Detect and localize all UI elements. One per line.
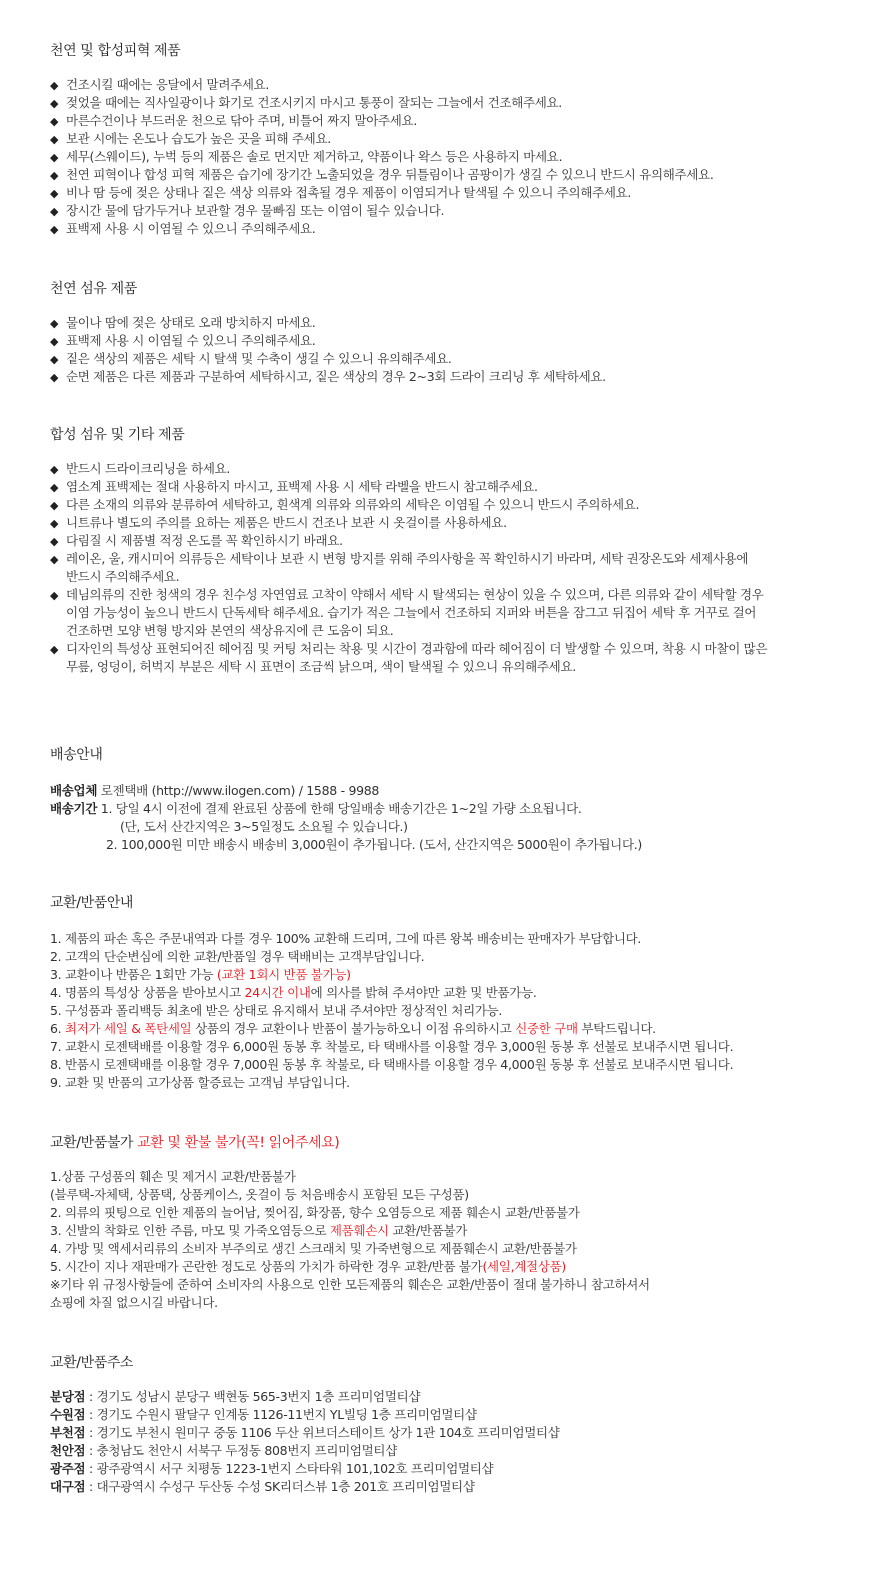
list-item: ◆ 염소계 표백제는 절대 사용하지 마시고, 표백제 사용 시 세탁 라벨을 반드시 참고해주세요. [50,478,538,497]
no-exchange-line: 3. 신발의 착화로 인한 주름, 마모 및 가죽오염등으로 제품훼손시 교환/반품불가 [50,1223,468,1238]
exchange-line: 7. 교환시 로젠택배를 이용할 경우 6,000원 동봉 후 착불로, 타 택배사를 이용할 경우 3,000원 동봉 후 선불로 보내주시면 됩니다. [50,1039,734,1054]
exchange-line: 5. 구성품과 폴리백등 최초에 받은 상태로 유지해서 보내 주셔야만 정상적인 처리가능. [50,1003,503,1018]
list-item-continuation: 반드시 주의해주세요. [66,569,180,584]
no-exchange-line: ※기타 위 규정사항들에 준하여 소비자의 사용으로 인한 모든제품의 훼손은 교환/반품이 절대 불가하니 참고하셔서 [50,1277,650,1292]
diamond-bullet-icon: ◆ [50,205,59,218]
highlight-text: 24시간 이내 [244,985,311,1000]
delivery-company-label: 배송업체 [50,783,98,798]
list-item: ◆ 니트류나 별도의 주의를 요하는 제품은 반드시 건조나 보관 시 옷걸이를 사용하세요. [50,514,507,533]
section-title-no-exchange: 교환/반품불가 교환 및 환불 불가(꼭! 읽어주세요) [50,1135,340,1151]
list-item-continuation: 이염 가능성이 높으니 반드시 단독세탁 해주세요. 습기가 적은 그늘에서 건조하되 지퍼와 버튼을 잠그고 뒤집어 세탁 후 거꾸로 걸어 [66,605,757,620]
diamond-bullet-icon: ◆ [50,499,59,512]
list-item: ◆ 레이온, 울, 캐시미어 의류등은 세탁이나 보관 시 변형 방지를 위해 주의사항을 꼭 확인하시기 바라며, 세탁 권장온도와 세제사용에 [50,550,748,569]
section-title-natural-fiber: 천연 섬유 제품 [50,281,137,297]
section-title-leather: 천연 및 합성피혁 제품 [50,43,181,59]
address-row: 천안점 : 충청남도 천안시 서북구 두정동 808번지 프리미엄멀티샵 [50,1443,397,1458]
diamond-bullet-icon: ◆ [50,317,59,330]
diamond-bullet-icon: ◆ [50,643,59,656]
address-row: 수원점 : 경기도 수원시 팔달구 인계동 1126-11번지 YL빌딩 1층 프리미엄멀티샵 [50,1407,477,1422]
diamond-bullet-icon: ◆ [50,553,59,566]
section-title-address: 교환/반품주소 [50,1355,134,1371]
highlight-text: (교환 1회시 반품 불가능) [216,967,351,982]
delivery-period-2: 2. 100,000원 미만 배송시 배송비 3,000원이 추가됩니다. (도서, 산간지역은 5000원이 추가됩니다.) [106,837,642,852]
diamond-bullet-icon: ◆ [50,517,59,530]
branch-label: 분당점 [50,1389,86,1404]
no-exchange-line: 4. 가방 및 액세서리류의 소비자 부주의로 생긴 스크래치 및 가죽변형으로 제품훼손시 교환/반품불가 [50,1241,577,1256]
delivery-period-label: 배송기간 [50,801,98,816]
diamond-bullet-icon: ◆ [50,151,59,164]
branch-label: 광주점 [50,1461,86,1476]
list-item: ◆ 디자인의 특성상 표현되어진 헤어짐 및 커팅 처리는 착용 및 시간이 경과함에 따라 헤어짐이 더 발생할 수 있으며, 착용 시 마찰이 많은 [50,640,767,659]
delivery-period-1b: (단, 도서 산간지역은 3~5일정도 소요될 수 있습니다.) [120,819,408,834]
list-item: ◆ 천연 피혁이나 합성 피혁 제품은 습기에 장기간 노출되었을 경우 뒤틀림이나 곰팡이가 생길 수 있으니 반드시 유의해주세요. [50,166,714,185]
diamond-bullet-icon: ◆ [50,133,59,146]
exchange-line: 9. 교환 및 반품의 고가상품 할증료는 고객님 부담입니다. [50,1075,350,1090]
branch-label: 부천점 [50,1425,86,1440]
highlight-text: 교환 및 환불 불가(꼭! 읽어주세요) [137,1135,340,1151]
list-item: ◆ 데님의류의 진한 청색의 경우 친수성 자연염료 고착이 약해서 세탁 시 탈색되는 현상이 있을 수 있으며, 다른 의류와 같이 세탁할 경우 [50,586,764,605]
delivery-period [50,800,582,818]
no-exchange-line: 1.상품 구성품의 훼손 및 제거시 교환/반품불가 [50,1169,296,1184]
exchange-line: 8. 반품시 로젠택배를 이용할 경우 7,000원 동봉 후 착불로, 타 택배사를 이용할 경우 4,000원 동봉 후 선불로 보내주시면 됩니다. [50,1057,734,1072]
exchange-line: 1. 제품의 파손 혹은 주문내역과 다를 경우 100% 교환해 드리며, 그에 따른 왕복 배송비는 판매자가 부담합니다. [50,931,642,946]
diamond-bullet-icon: ◆ [50,371,59,384]
delivery-period-1: 1. 당일 4시 이전에 결제 완료된 상품에 한해 당일배송 배송기간은 1~2일 가량 소요됩니다. [100,801,582,816]
diamond-bullet-icon: ◆ [50,187,59,200]
highlight-text: 신중한 구매 [515,1021,578,1036]
list-item-continuation: 무릎, 엉덩이, 허벅지 부분은 세탁 시 표면이 조금씩 낡으며, 색이 탈색될 수 있으니 유의해주세요. [66,659,576,674]
diamond-bullet-icon: ◆ [50,79,59,92]
list-item: ◆ 물이나 땀에 젖은 상태로 오래 방치하지 마세요. [50,314,315,333]
list-item: ◆ 다림질 시 제품별 적정 온도를 꼭 확인하시기 바래요. [50,532,343,551]
no-exchange-line: 쇼핑에 차질 없으시길 바랍니다. [50,1295,218,1310]
list-item: ◆ 짙은 색상의 제품은 세탁 시 탈색 및 수축이 생길 수 있으니 유의해주세요. [50,350,452,369]
list-item: ◆ 젖었을 때에는 직사일광이나 화기로 건조시키지 마시고 통풍이 잘되는 그늘에서 건조해주세요. [50,94,562,113]
list-item: ◆ 건조시킬 때에는 응달에서 말려주세요. [50,76,269,95]
no-exchange-line: 5. 시간이 지나 재판매가 곤란한 정도로 상품의 가치가 하락한 경우 교환/반품 불가(세일,계절상품) [50,1259,566,1274]
list-item-continuation: 건조하면 모양 변형 방지와 본연의 색상유지에 큰 도움이 되요. [66,623,394,638]
diamond-bullet-icon: ◆ [50,535,59,548]
diamond-bullet-icon: ◆ [50,481,59,494]
list-item: ◆ 표백제 사용 시 이염될 수 있으니 주의해주세요. [50,332,315,351]
diamond-bullet-icon: ◆ [50,115,59,128]
diamond-bullet-icon: ◆ [50,169,59,182]
list-item: ◆ 반드시 드라이크리닝을 하세요. [50,460,230,479]
exchange-line: 3. 교환이나 반품은 1회만 가능 (교환 1회시 반품 불가능) [50,967,351,982]
address-row: 부천점 : 경기도 부천시 원미구 중동 1106 두산 위브더스테이트 상가 1관 104호 프리미엄멀티샵 [50,1425,560,1440]
diamond-bullet-icon: ◆ [50,223,59,236]
exchange-line: 4. 명품의 특성상 상품을 받아보시고 24시간 이내에 의사를 밝혀 주셔야만 교환 및 반품가능. [50,985,537,1000]
address-row: 광주점 : 광주광역시 서구 치평동 1223-1번지 스타타워 101,102호 프리미엄멀티샵 [50,1461,494,1476]
section-title-exchange: 교환/반품안내 [50,895,134,911]
list-item: ◆ 장시간 물에 담가두거나 보관할 경우 물빠짐 또는 이염이 될수 있습니다. [50,202,444,221]
exchange-line: 6. 최저가 세일 & 폭탄세일 상품의 경우 교환이나 반품이 불가능하오니 이점 유의하시고 신중한 구매 부탁드립니다. [50,1021,656,1036]
highlight-text: 최저가 세일 & 폭탄세일 [65,1021,192,1036]
section-title-synthetic: 합성 섬유 및 기타 제품 [50,427,185,443]
address-row: 대구점 : 대구광역시 수성구 두산동 수성 SK리더스뷰 1층 201호 프리미엄멀티샵 [50,1479,475,1494]
diamond-bullet-icon: ◆ [50,335,59,348]
list-item: ◆ 마른수건이나 부드러운 천으로 닦아 주며, 비틀어 짜지 말아주세요. [50,112,417,131]
highlight-text: (세일,계절상품) [482,1259,566,1274]
exchange-line: 2. 고객의 단순변심에 의한 교환/반품일 경우 택배비는 고객부담입니다. [50,949,425,964]
diamond-bullet-icon: ◆ [50,589,59,602]
delivery-company [50,782,379,800]
branch-label: 수원점 [50,1407,86,1422]
delivery-company-value: 로젠택배 (http://www.ilogen.com) / 1588 - 9988 [100,783,380,798]
list-item: ◆ 표백제 사용 시 이염될 수 있으니 주의해주세요. [50,220,315,239]
address-row: 분당점 : 경기도 성남시 분당구 백현동 565-3번지 1층 프리미엄멀티샵 [50,1389,421,1404]
branch-label: 대구점 [50,1479,86,1494]
list-item: ◆ 보관 시에는 온도나 습도가 높은 곳을 피해 주세요. [50,130,331,149]
section-title-delivery: 배송안내 [50,747,103,763]
list-item: ◆ 세무(스웨이드), 누벅 등의 제품은 솔로 먼지만 제거하고, 약품이나 왁스 등은 사용하지 마세요. [50,148,562,167]
branch-label: 천안점 [50,1443,86,1458]
no-exchange-line: 2. 의류의 핏팅으로 인한 제품의 늘어남, 찢어짐, 화장품, 향수 오염등으로 제품 훼손시 교환/반품불가 [50,1205,580,1220]
list-item: ◆ 순면 제품은 다른 제품과 구분하여 세탁하시고, 짙은 색상의 경우 2~3회 드라이 크리닝 후 세탁하세요. [50,368,606,387]
diamond-bullet-icon: ◆ [50,97,59,110]
diamond-bullet-icon: ◆ [50,463,59,476]
diamond-bullet-icon: ◆ [50,353,59,366]
list-item: ◆ 다른 소재의 의류와 분류하여 세탁하고, 흰색계 의류와 의류와의 세탁은 이염될 수 있으니 반드시 주의하세요. [50,496,639,515]
list-item: ◆ 비나 땀 등에 젖은 상태나 짙은 색상 의류와 접촉될 경우 제품이 이염되거나 탈색될 수 있으니 주의해주세요. [50,184,631,203]
highlight-text: 제품훼손시 [329,1223,389,1238]
no-exchange-line: (블루택-자체택, 상품택, 상품케이스, 옷걸이 등 처음배송시 포함된 모든 구성품) [50,1187,469,1202]
